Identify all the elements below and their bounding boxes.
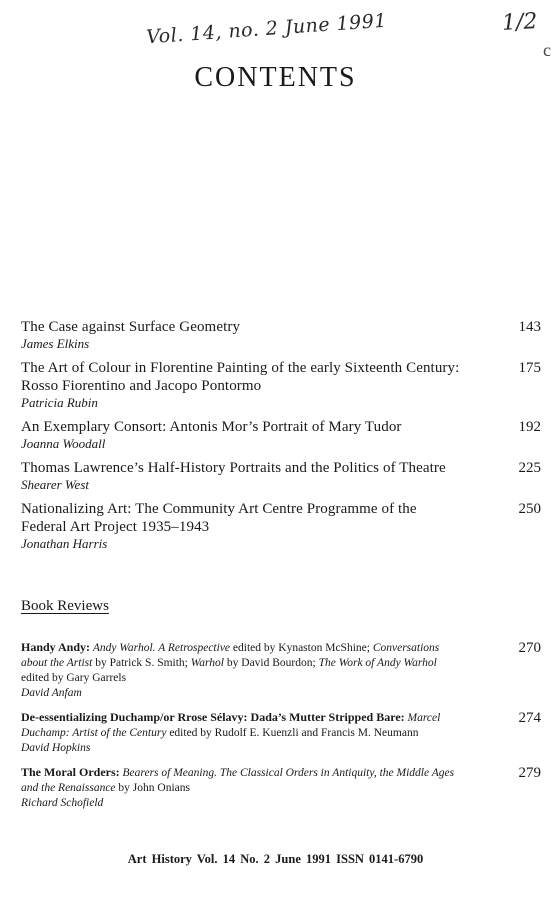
- entry-author: Patricia Rubin: [21, 395, 98, 410]
- edge-mark: c: [543, 40, 551, 60]
- entry-title: Thomas Lawrence’s Half-History Portraits and the Politics of Theatre: [21, 460, 446, 476]
- review-page-number: 270: [518, 640, 541, 656]
- review-entry: [21, 765, 541, 811]
- book-reviews-list: [21, 640, 541, 820]
- review-description: [21, 765, 461, 796]
- entry-page-number: 225: [518, 460, 541, 476]
- contents-entry: [21, 318, 541, 352]
- review-headline: The Moral Orders:: [21, 765, 120, 779]
- review-book-credit: edited by Kynaston McShine;: [230, 642, 373, 654]
- review-headline: Handy Andy:: [21, 640, 91, 654]
- review-book-credit: by Patrick S. Smith;: [92, 657, 191, 669]
- review-page-number: 279: [518, 765, 541, 781]
- review-book-title: Andy Warhol. A Retrospective: [92, 642, 231, 654]
- book-reviews-heading: Book Reviews: [21, 598, 109, 614]
- review-page-number: 274: [518, 710, 541, 726]
- journal-footer: Art History Vol. 14 No. 2 June 1991 ISSN 0141-6790: [127, 852, 424, 866]
- reviewer-name: David Anfam: [21, 687, 82, 699]
- entry-page-number: 175: [518, 360, 541, 376]
- entry-author: James Elkins: [21, 336, 90, 351]
- page-title: CONTENTS: [194, 62, 357, 93]
- review-entry: [21, 640, 541, 701]
- entry-author: Jonathan Harris: [21, 536, 108, 551]
- review-book-credit: edited by Rudolf E. Kuenzli and Francis M. Neumann: [166, 727, 419, 739]
- contents-list: [21, 318, 541, 559]
- reviewer-name: Richard Schofield: [21, 797, 104, 809]
- review-book-credit: by John Onians: [115, 782, 190, 794]
- entry-author: Joanna Woodall: [21, 436, 106, 451]
- entry-page-number: 143: [518, 319, 541, 335]
- contents-entry: [21, 418, 541, 452]
- entry-page-number: 192: [518, 419, 541, 435]
- entry-title: The Art of Colour in Florentine Painting of the early Sixteenth Century: Rosso Fiorentino and Jacopo Pontormo: [21, 360, 460, 394]
- entry-title: The Case against Surface Geometry: [21, 319, 241, 335]
- handwritten-volume-note: Vol. 14, no. 2 June 1991: [145, 9, 388, 49]
- review-book-title: Warhol: [190, 657, 225, 669]
- review-book-credit: edited by Gary Garrels: [21, 672, 127, 684]
- entry-author: Shearer West: [21, 477, 90, 492]
- entry-page-number: 250: [518, 501, 541, 517]
- review-book-credit: by David Bourdon;: [224, 657, 319, 669]
- review-book-title: Marcel Duchamp: Artist of the Century: [21, 712, 441, 739]
- review-description: [21, 640, 461, 686]
- contents-entry: [21, 500, 541, 552]
- contents-entry: [21, 359, 541, 411]
- review-book-title: Conversations about the Artist: [21, 642, 440, 669]
- review-description: [21, 710, 461, 741]
- entry-title: Nationalizing Art: The Community Art Centre Programme of the Federal Art Project 1935–1943: [21, 501, 417, 535]
- review-entry: [21, 710, 541, 756]
- contents-entry: [21, 459, 541, 493]
- review-book-title: Bearers of Meaning. The Classical Orders in Antiquity, the Middle Ages and the Renaissance: [21, 767, 455, 794]
- review-headline: De-essentializing Duchamp/or Rrose Sélavy: Dada’s Mutter Stripped Bare:: [21, 710, 405, 724]
- handwritten-part-note: 1/2: [501, 9, 539, 36]
- review-book-title: The Work of Andy Warhol: [318, 657, 437, 669]
- entry-title: An Exemplary Consort: Antonis Mor’s Portrait of Mary Tudor: [21, 419, 402, 435]
- reviewer-name: David Hopkins: [21, 742, 91, 754]
